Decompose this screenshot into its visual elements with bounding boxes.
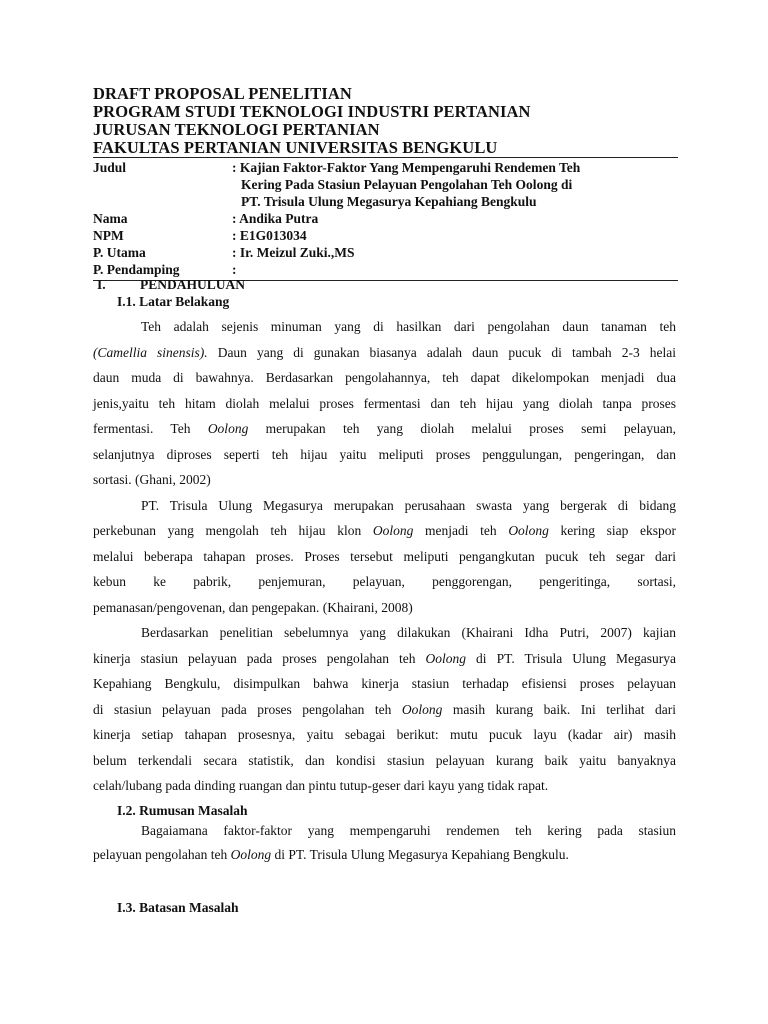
judul-line-3: PT. Trisula Ulung Megasurya Kepahiang Bengkulu: [241, 194, 537, 209]
document-body: [93, 276, 676, 916]
para-line: daun muda di bawahnya. Berdasarkan pengolahannya, teh dapat dikelompokan menjadi dua: [93, 370, 676, 385]
meta-key-nama: Nama: [93, 211, 128, 226]
para-text: Daun yang di gunakan biasanya adalah daun pucuk di tambah 2-3 helai: [207, 344, 676, 360]
para-line: melalui beberapa tahapan proses. Proses tersebut meliputi pengangkutan pucuk teh segar dari: [93, 548, 676, 564]
para-line: kebun ke pabrik, penjemuran, pelayuan, penggorengan, pengeritinga, sortasi,: [93, 574, 676, 589]
para-line: [93, 416, 676, 442]
meta-value-judul: [232, 159, 678, 210]
para-text: perkebunan yang mengolah teh hijau klon: [93, 523, 373, 538]
subsection-rumusan-masalah: I.2. Rumusan Masalah: [117, 802, 248, 818]
paragraph-teh: [93, 314, 676, 493]
para-line: [93, 518, 676, 544]
para-line: Kepahiang Bengkulu, disimpulkan bahwa kinerja stasiun terhadap efisiensi proses pelayuan: [93, 676, 676, 691]
para-line: [93, 843, 676, 868]
section-title: PENDAHULUAN: [140, 277, 246, 292]
proposal-header: [93, 85, 678, 281]
paragraph-rumusan: [93, 819, 676, 868]
para-line: kinerja setiap tahapan prosesnya, yaitu sebagai berikut: mutu pucuk layu (kadar air) masih: [93, 727, 676, 742]
meta-key-pendamping: P. Pendamping: [93, 262, 180, 277]
meta-key-judul: Judul: [93, 160, 127, 175]
meta-key-utama: P. Utama: [93, 245, 146, 260]
subsection-batasan-masalah: I.3. Batasan Masalah: [117, 899, 239, 915]
section-heading-pendahuluan: [97, 276, 676, 293]
header-rule-top: [93, 157, 678, 158]
italic-term: Oolong: [372, 523, 414, 538]
judul-line-2: Kering Pada Stasiun Pelayuan Pengolahan Teh Oolong di: [241, 177, 573, 192]
italic-term: (Camellia sinensis).: [93, 344, 208, 360]
italic-term: Oolong: [425, 650, 467, 666]
para-text: masih kurang baik. Ini terlihat dari: [442, 701, 676, 717]
meta-row-npm: [93, 227, 678, 244]
header-faculty: FAKULTAS PERTANIAN UNIVERSITAS BENGKULU: [93, 138, 498, 157]
para-text: di stasiun pelayuan pada proses pengolahan teh: [93, 701, 402, 717]
paragraph-trisula: [93, 493, 676, 621]
para-text: fermentasi. Teh: [93, 421, 208, 436]
meta-row-nama: [93, 210, 678, 227]
para-text: kering siap ekspor: [548, 523, 676, 538]
para-line: pemanasan/pengovenan, dan pengepakan. (Khairani, 2008): [93, 599, 413, 615]
para-line: Berdasarkan penelitian sebelumnya yang dilakukan (Khairani Idha Putri, 2007) kajian: [141, 625, 676, 640]
para-line: Bagaiamana faktor-faktor yang mempengaruhi rendemen teh kering pada stasiun: [141, 822, 676, 838]
meta-key-npm: NPM: [93, 228, 124, 243]
meta-value-nama: : Andika Putra: [232, 211, 319, 226]
meta-row-judul: [93, 159, 678, 210]
header-department: JURUSAN TEKNOLOGI PERTANIAN: [93, 120, 380, 139]
para-text: pelayuan pengolahan teh: [93, 847, 231, 862]
meta-value-utama: : Ir. Meizul Zuki.,MS: [232, 245, 355, 260]
para-line: [93, 340, 676, 366]
header-program: PROGRAM STUDI TEKNOLOGI INDUSTRI PERTANIAN: [93, 102, 531, 121]
para-line: belum terkendali secara statistik, dan kondisi stasiun pelayuan kurang baik yaitu banyaknya: [93, 752, 676, 768]
para-text: di PT. Trisula Ulung Megasurya: [466, 650, 676, 666]
para-text: di PT. Trisula Ulung Megasurya Kepahiang Bengkulu.: [271, 847, 569, 862]
meta-row-utama: [93, 244, 678, 261]
italic-term: Oolong: [230, 847, 272, 862]
para-line: Teh adalah sejenis minuman yang di hasilkan dari pengolahan daun tanaman teh: [141, 319, 676, 334]
judul-line-1: : Kajian Faktor-Faktor Yang Mempengaruhi Rendemen Teh: [232, 160, 581, 175]
meta-value-pendamping: :: [232, 262, 237, 277]
italic-term: Oolong: [207, 421, 249, 436]
header-title: DRAFT PROPOSAL PENELITIAN: [93, 84, 352, 103]
para-line: selanjutnya diproses seperti teh hijau yaitu meliputi proses penggulungan, pengeringan, dan: [93, 446, 676, 462]
para-line: [93, 646, 676, 672]
italic-term: Oolong: [401, 701, 443, 717]
section-number: I.: [97, 277, 106, 292]
para-line: sortasi. (Ghani, 2002): [93, 472, 211, 487]
para-line: jenis,yaitu teh hitam diolah melalui proses fermentasi dan teh hijau yang diolah tanpa proses: [93, 395, 676, 411]
para-text: menjadi teh: [413, 523, 509, 538]
para-line: PT. Trisula Ulung Megasurya merupakan perusahaan swasta yang bergerak di bidang: [141, 497, 676, 513]
meta-value-npm: : E1G013034: [232, 228, 307, 243]
italic-term: Oolong: [508, 523, 549, 538]
para-text: merupakan teh yang diolah melalui proses semi pelayuan,: [248, 421, 676, 436]
paragraph-penelitian: [93, 620, 676, 799]
subsection-latar-belakang: I.1. Latar Belakang: [117, 294, 230, 309]
meta-table: [93, 159, 678, 278]
para-line: [93, 697, 676, 723]
para-line: celah/lubang pada dinding ruangan dan pintu tutup-geser dari kayu yang tidak rapat.: [93, 778, 549, 793]
para-text: kinerja stasiun pelayuan pada proses pengolahan teh: [93, 650, 426, 666]
